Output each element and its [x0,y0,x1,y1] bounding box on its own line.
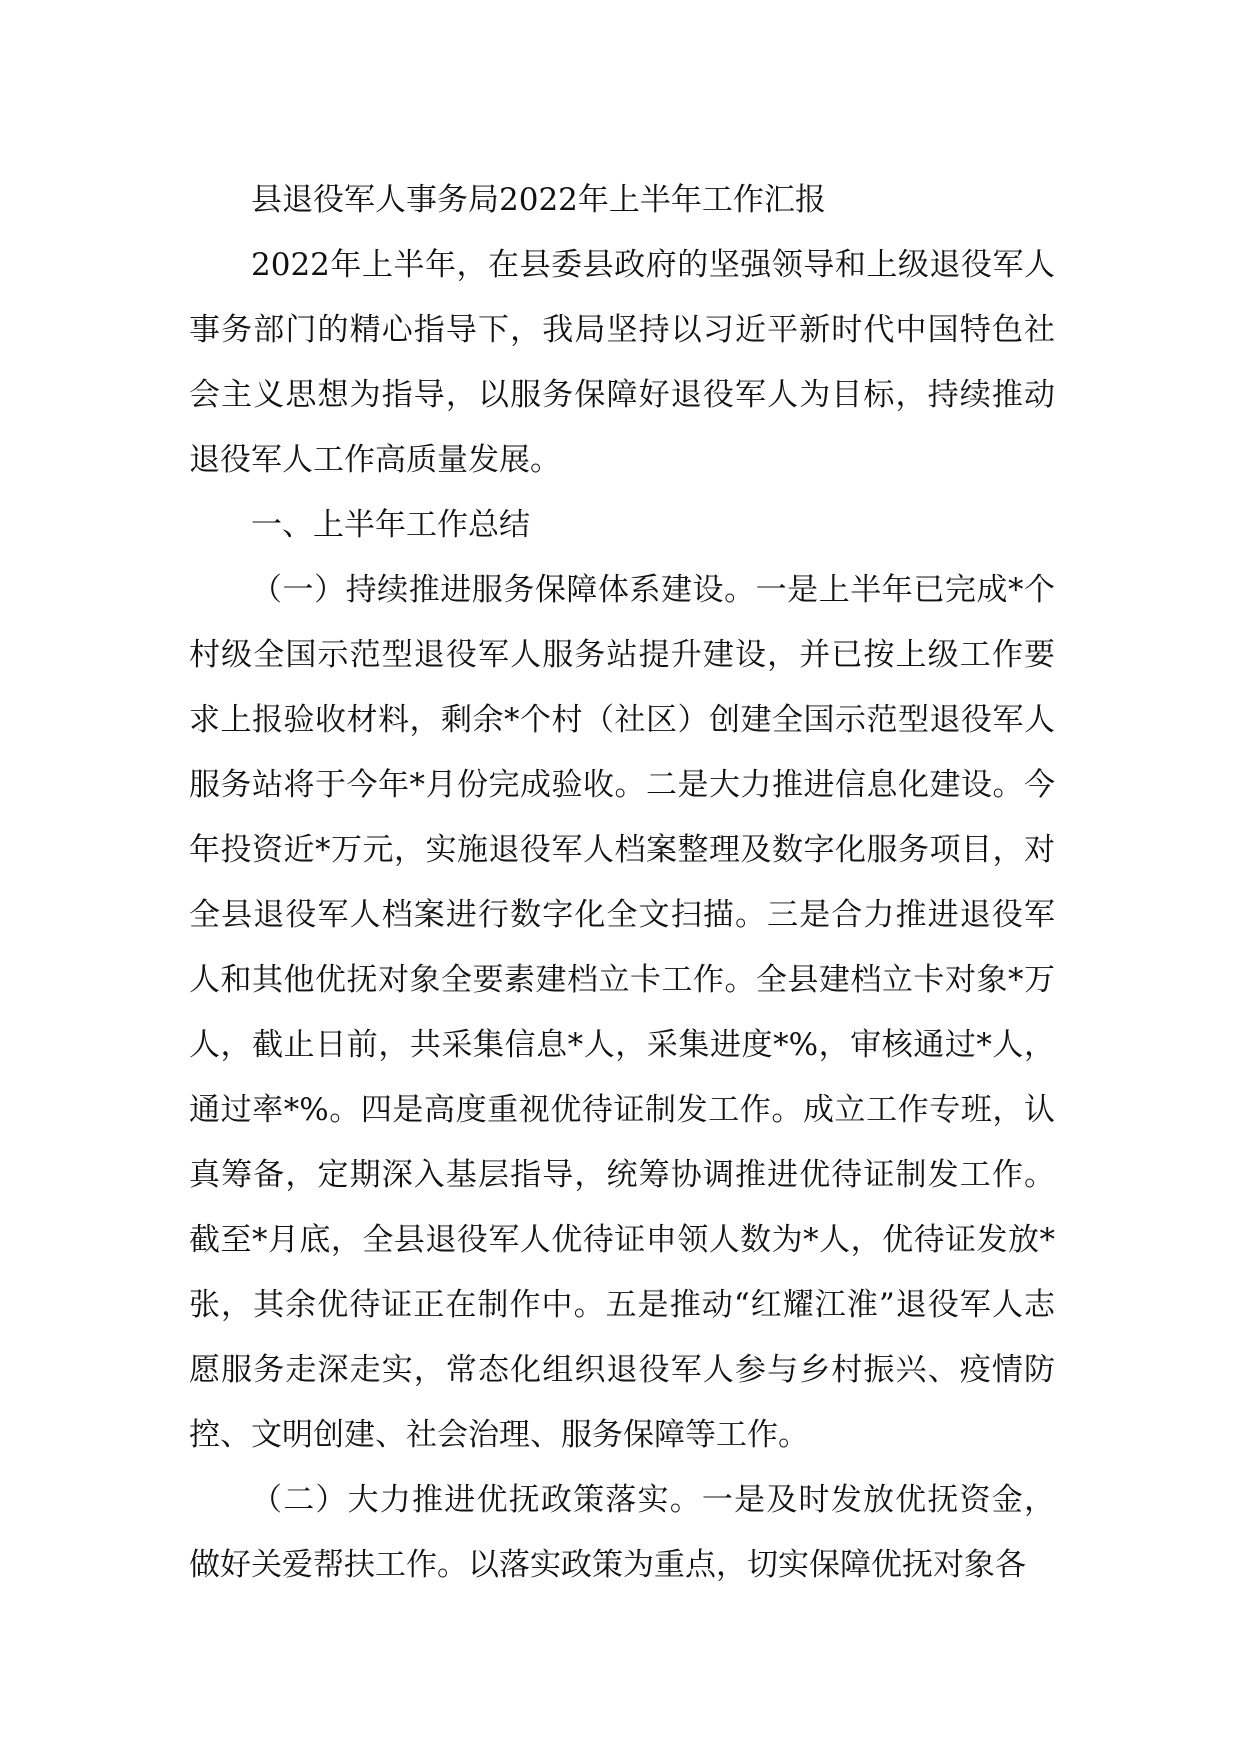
subsection-paragraph-2: （二）大力推进优抚政策落实。一是及时发放优抚资金，做好关爱帮扶工作。以落实政策为重点，切实保障优抚对象各 [189,1482,1055,1583]
subsection-paragraph-1: （一）持续推进服务保障体系建设。一是上半年已完成*个村级全国示范型退役军人服务站提升建设，并已按上级工作要求上报验收材料，剩余*个村（社区）创建全国示范型退役军人服务站将于今年*月份完成验收。二是大力推进信息化建设。今年投资近*万元，实施退役军人档案整理及数字化服务项目，对全县退役军人档案进行数字化全文扫描。三是合力推进退役军人和其他优抚对象全要素建档立卡工作。全县建档立卡对象*万人，截止日前，共采集信息*人，采集进度*%，审核通过*人，通过率*%。四是高度重视优待证制发工作。成立工作专班，认真筹备，定期深入基层指导，统筹协调推进优待证制发工作。截至*月底，全县退役军人优待证申领人数为*人，优待证发放*张，其余优待证正在制作中。五是推动“红耀江淮”退役军人志愿服务走深走实，常态化组织退役军人参与乡村振兴、疫情防控、文明创建、社会治理、服务保障等工作。 [189,572,1055,1453]
document-title: 县退役军人事务局2022年上半年工作汇报 [251,182,826,218]
intro-paragraph: 2022年上半年，在县委县政府的坚强领导和上级退役军人事务部门的精心指导下，我局坚持以习近平新时代中国特色社会主义思想为指导，以服务保障好退役军人为目标，持续推动退役军人工作高质量发展。 [189,247,1055,478]
document-body [189,168,1055,1598]
section-heading: 一、上半年工作总结 [251,507,530,543]
